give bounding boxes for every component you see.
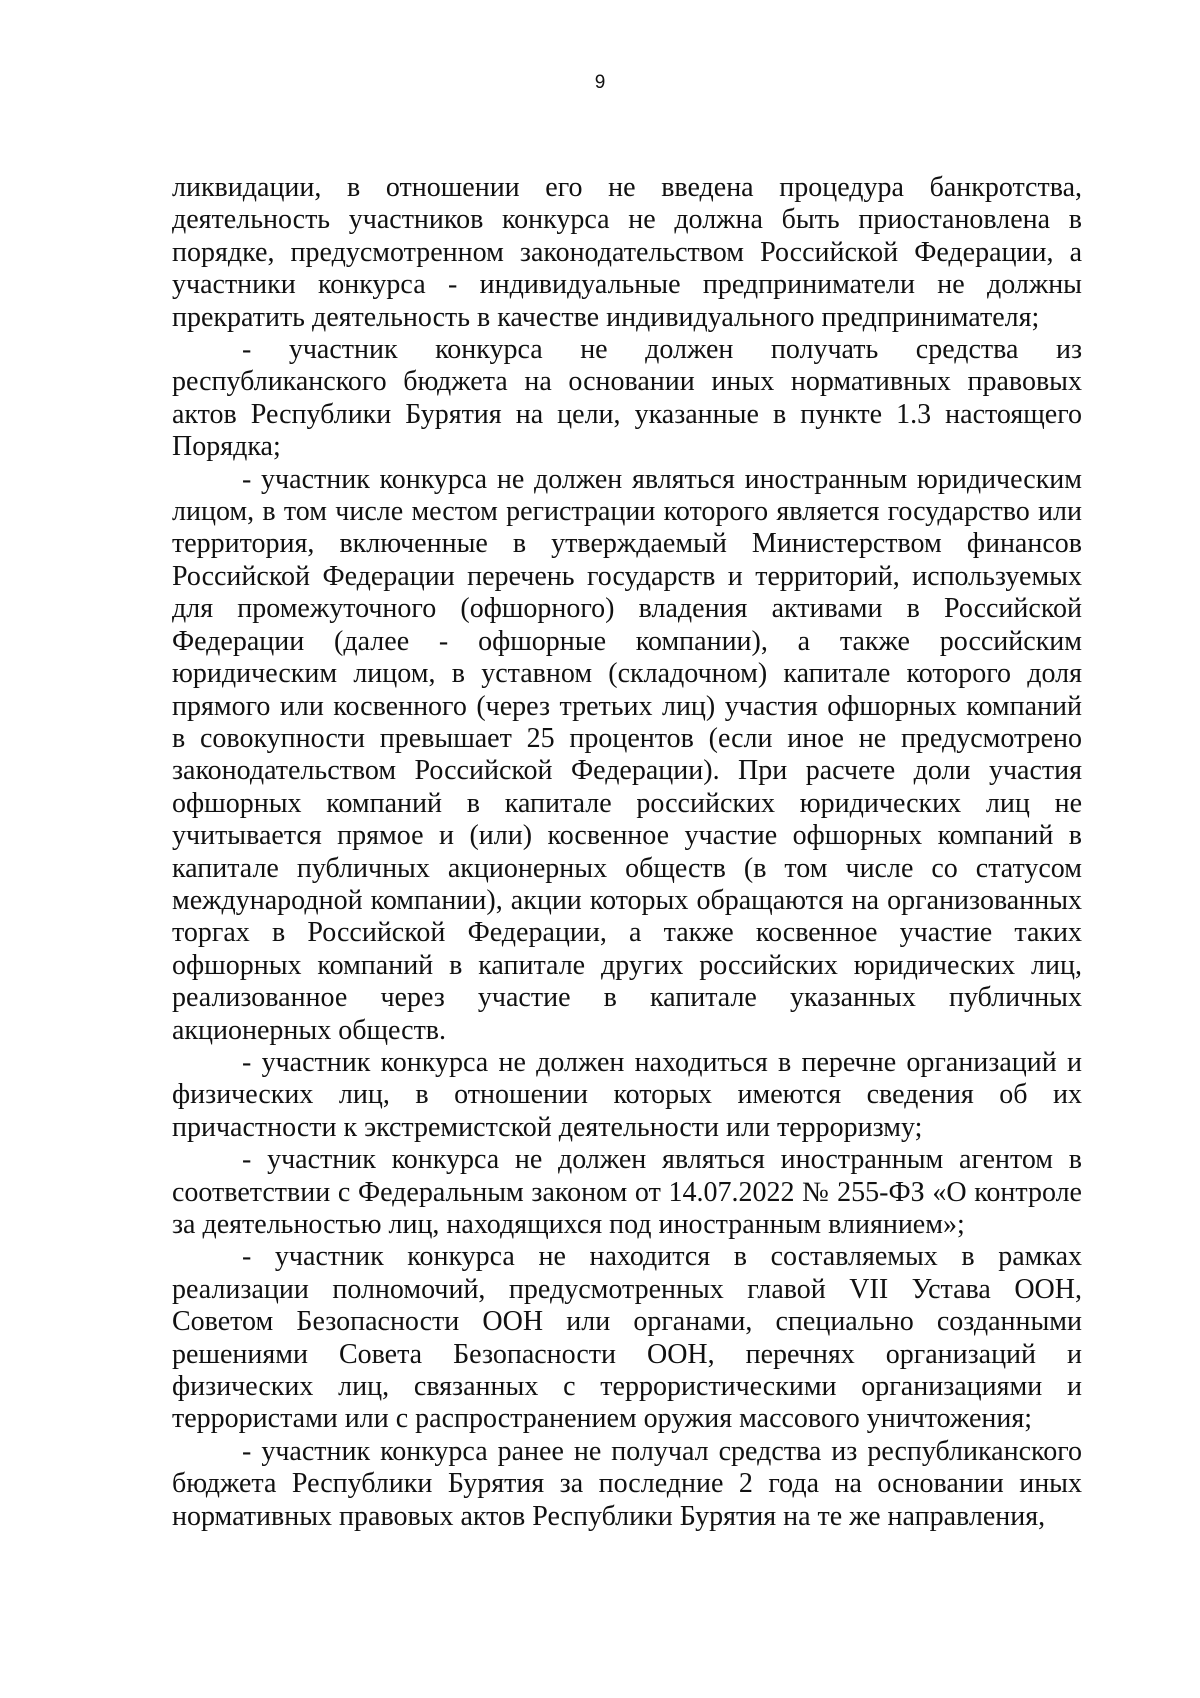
paragraph-continuation: ликвидации, в отношении его не введена процедура банкротства, деятельность участников конкурса не должна быть приостановлена в порядке, предусмотренном законодательством Российской Федерации, а участники конкурса - индивидуальные предприниматели не должны прекратить деятельность в качестве индивидуального предпринимателя; <box>172 172 1082 333</box>
paragraph-un-sanctions-list: - участник конкурса не находится в составляемых в рамках реализации полномочий, предусмотренных главой VII Устава ООН, Советом Безопасности ООН или органами, специально созданными решениями Совета Безопасности ООН, перечнях организаций и физических лиц, связанных с террористическими организациями и террористами или с распространением оружия массового уничтожения; <box>172 1241 1082 1435</box>
paragraph-no-budget-funds: - участник конкурса не должен получать средства из республиканского бюджета на основании иных нормативных правовых актов Республики Бурятия на цели, указанные в пункте 1.3 настоящего Порядка; <box>172 334 1082 463</box>
paragraph-foreign-agent: - участник конкурса не должен являться иностранным агентом в соответствии с Федеральным законом от 14.07.2022 № 255-ФЗ «О контроле за деятельностью лиц, находящихся под иностранным влиянием»; <box>172 1144 1082 1240</box>
document-body <box>172 172 1082 1533</box>
paragraph-offshore-companies: - участник конкурса не должен являться иностранным юридическим лицом, в том числе местом регистрации которого является государство или территория, включенные в утверждаемый Министерством финансов Российской Федерации перечень государств и территорий, используемых для промежуточного (офшорного) владения активами в Российской Федерации (далее - офшорные компании), а также российским юридическим лицом, в уставном (складочном) капитале которого доля прямого или косвенного (через третьих лиц) участия офшорных компаний в совокупности превышает 25 процентов (если иное не предусмотрено законодательством Российской Федерации). При расчете доли участия офшорных компаний в капитале российских юридических лиц не учитывается прямое и (или) косвенное участие офшорных компаний в капитале публичных акционерных обществ (в том числе со статусом международной компании), акции которых обращаются на организованных торгах в Российской Федерации, а также косвенное участие таких офшорных компаний в капитале других российских юридических лиц, реализованное через участие в капитале указанных публичных акционерных обществ. <box>172 463 1082 1046</box>
paragraph-previous-funding: - участник конкурса ранее не получал средства из республиканского бюджета Республики Бурятия за последние 2 года на основании иных нормативных правовых актов Республики Бурятия на те же направления, <box>172 1435 1082 1532</box>
page-number: 9 <box>594 72 606 93</box>
paragraph-extremism-list: - участник конкурса не должен находиться в перечне организаций и физических лиц, в отношении которых имеются сведения об их причастности к экстремистской деятельности или терроризму; <box>172 1046 1082 1143</box>
